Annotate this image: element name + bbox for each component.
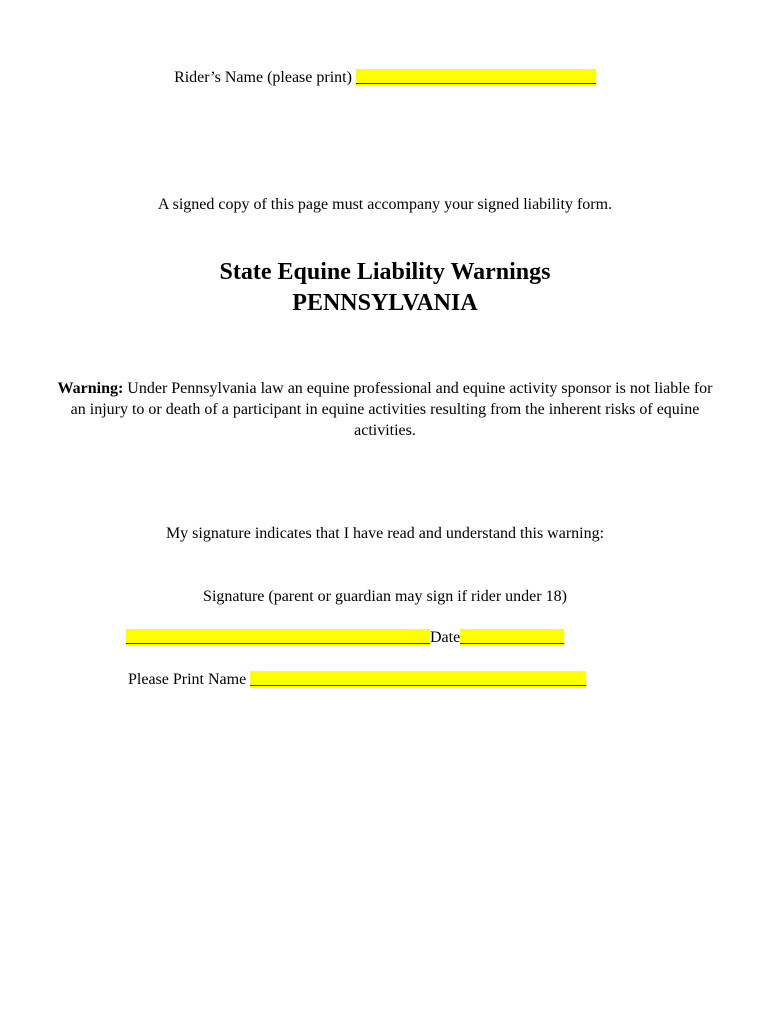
print-name-field[interactable]: __________________________________________ bbox=[250, 671, 587, 688]
title-line-1: State Equine Liability Warnings bbox=[219, 259, 551, 285]
date-label: Date bbox=[430, 629, 461, 646]
signed-copy-note: A signed copy of this page must accompany your signed liability form. bbox=[157, 196, 613, 213]
print-name-label: Please Print Name bbox=[128, 671, 251, 688]
date-field[interactable]: _____________ bbox=[460, 629, 565, 646]
signature-field[interactable]: ______________________________________ bbox=[126, 629, 430, 646]
signature-date-row bbox=[126, 628, 564, 648]
acknowledgement-text: My signature indicates that I have read and understand this warning: bbox=[165, 525, 605, 542]
warning-paragraph bbox=[48, 378, 722, 441]
signature-label: Signature (parent or guardian may sign if rider under 18) bbox=[203, 588, 567, 605]
title-line-2: PENNSYLVANIA bbox=[292, 290, 478, 316]
document-title bbox=[0, 257, 770, 319]
warning-text: Under Pennsylvania law an equine professional and equine activity sponsor is not liable for an injury to or death of a participant in equine activities resulting from the inherent risks of equine activities. bbox=[70, 380, 713, 439]
print-name-row bbox=[128, 670, 586, 690]
riders-name-label: Rider’s Name (please print) bbox=[174, 69, 356, 86]
warning-label: Warning: bbox=[57, 380, 124, 397]
riders-name-row bbox=[0, 68, 770, 88]
riders-name-field[interactable]: ______________________________ bbox=[355, 69, 596, 86]
